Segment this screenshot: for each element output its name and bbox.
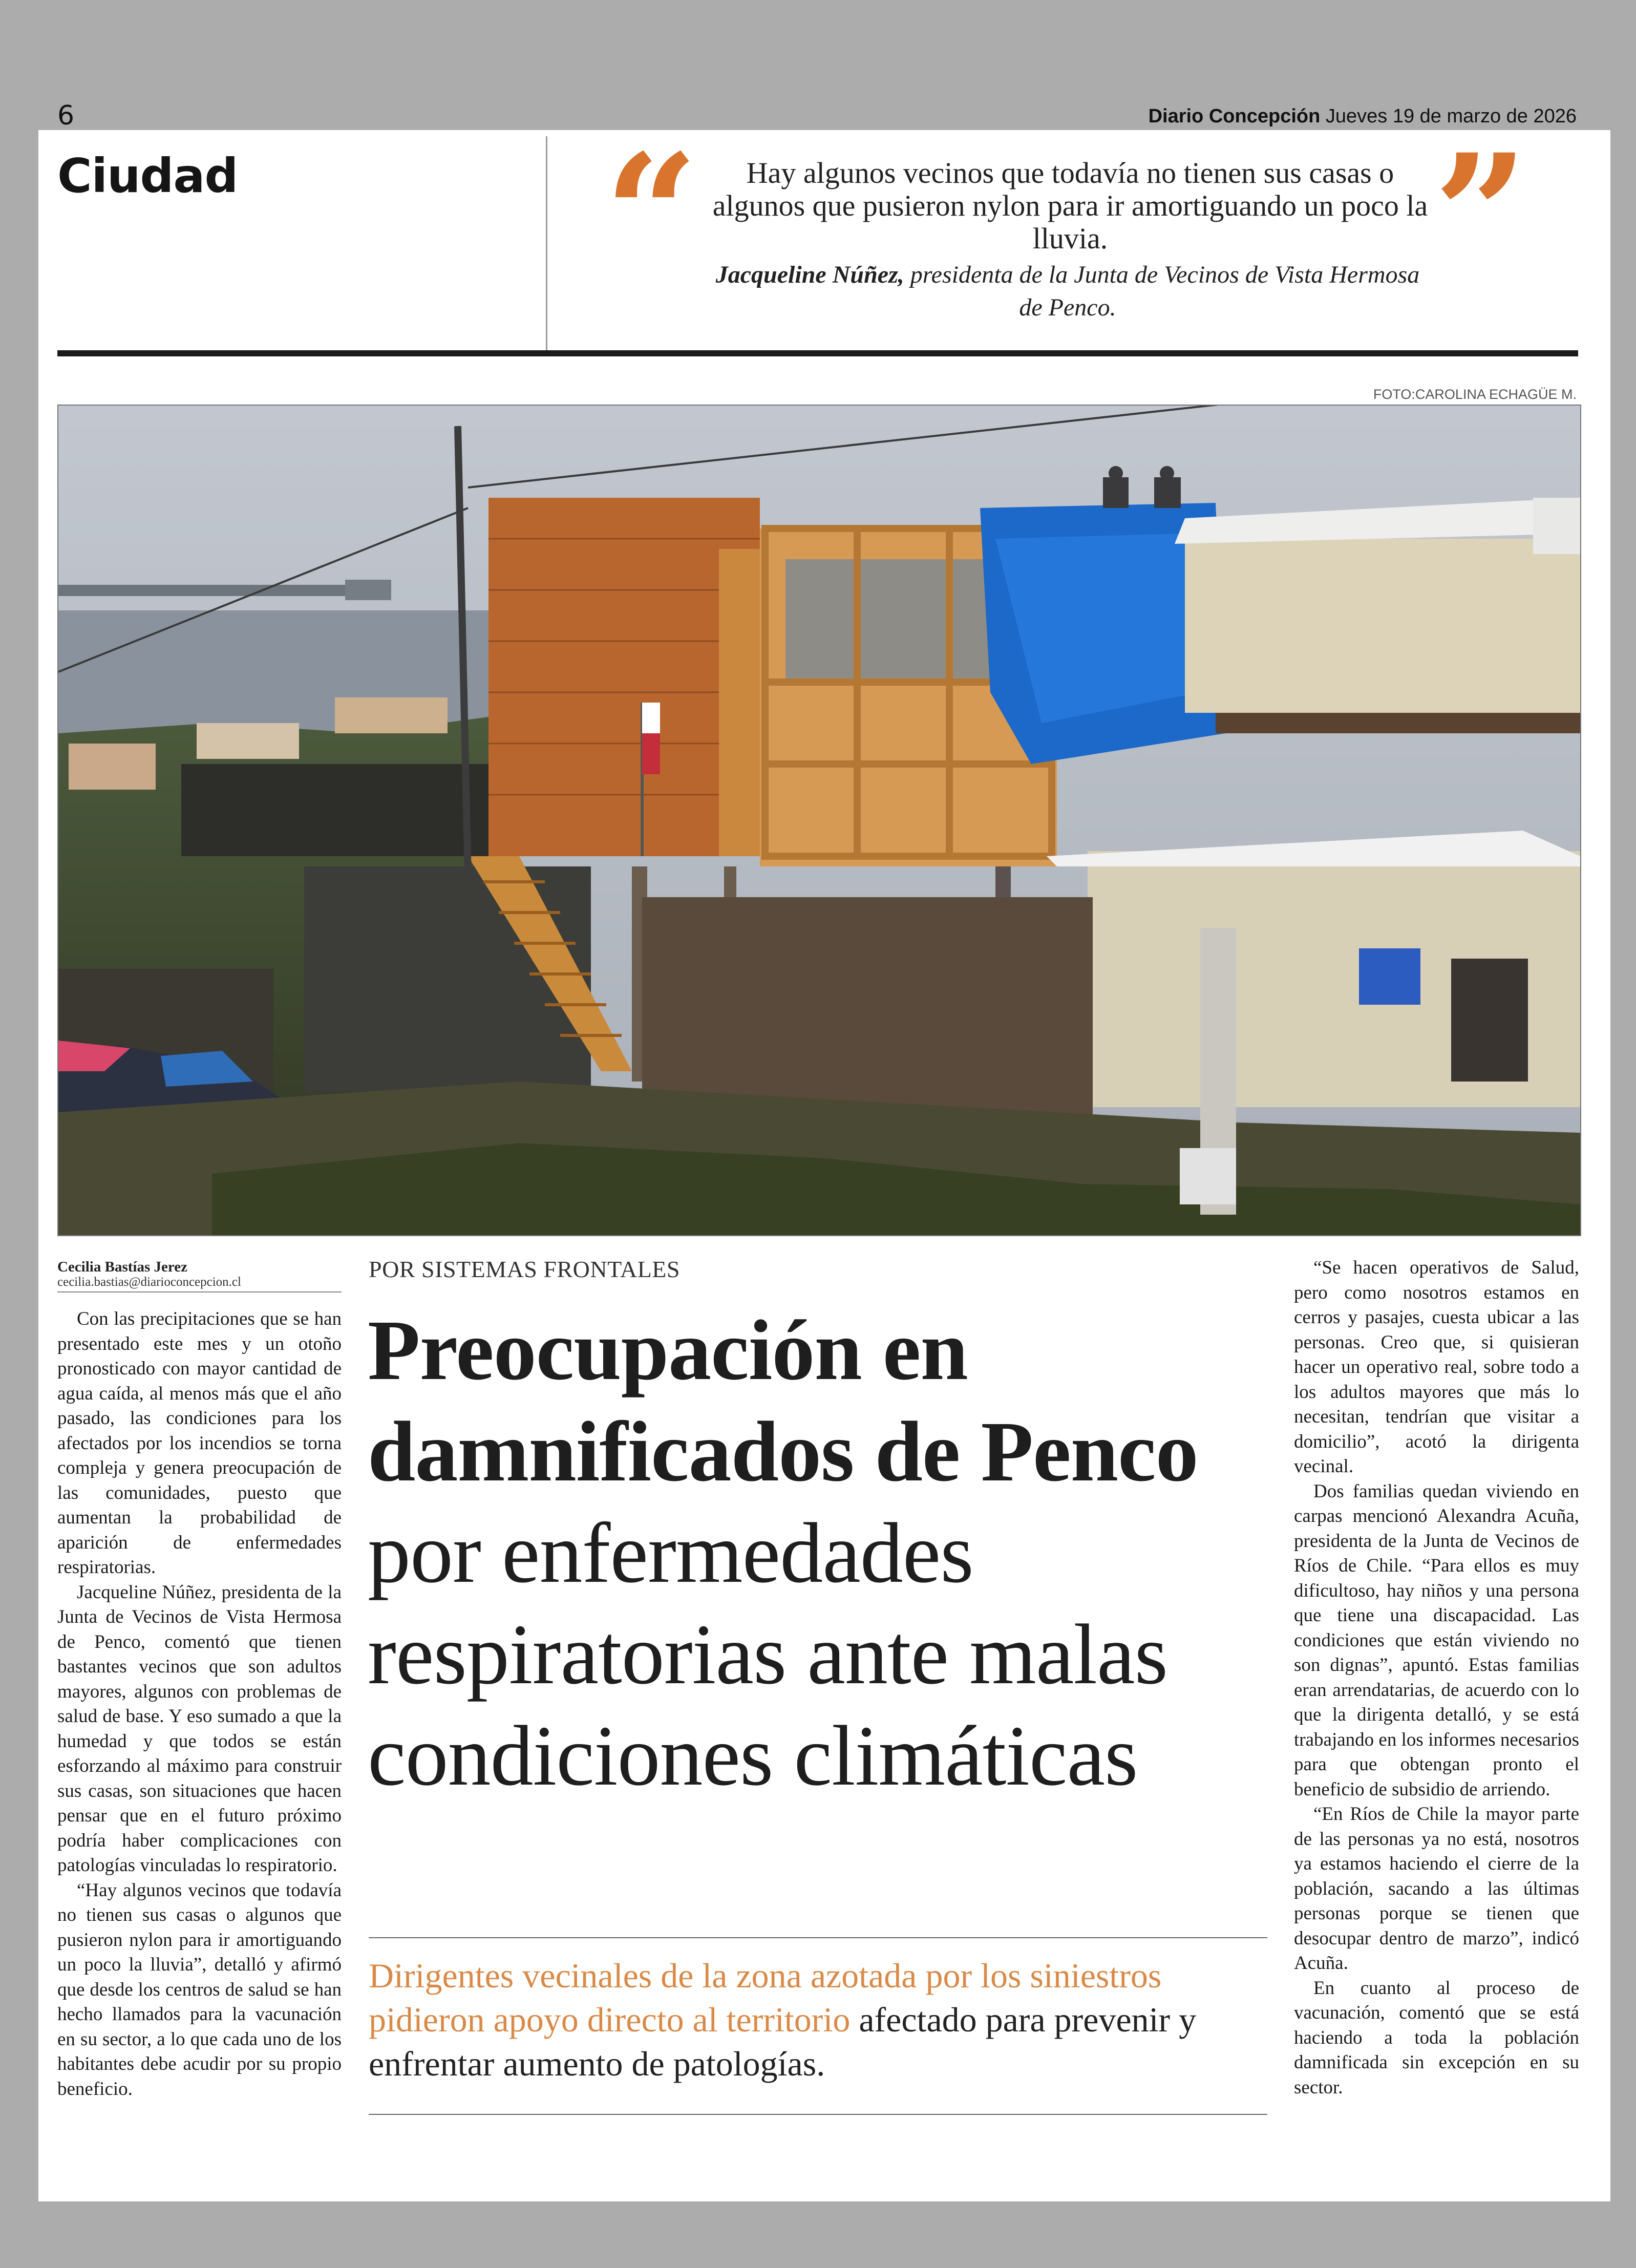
article-headline <box>368 1300 1279 1807</box>
article-kicker: POR SISTEMAS FRONTALES <box>369 1256 680 1282</box>
article-paragraph: Dos familias quedan viviendo en carpas mencionó Alexandra Acuña, presidenta de la Junta de Vecinos de Ríos de Chile. “Para ellos es muy dificultoso, hay niños y una persona que tiene una discapacidad. Las condiciones que están viviendo no son dignas”, apuntó. Estas familias eran arrendatarias, de acuerdo con lo que la dirigenta detalló, y se está trabajando en los informes necesarios para que obtengan pronto el beneficio de subsidio de arriendo. <box>1294 1480 1579 1800</box>
byline <box>57 1259 342 1292</box>
article-left-column <box>57 1307 342 2157</box>
section-title: Ciudad <box>57 149 238 203</box>
pull-quote-speaker: Jacqueline Núñez, <box>715 261 904 288</box>
page-number: 6 <box>57 100 75 131</box>
author-email[interactable]: cecilia.bastias@diarioconcepcion.cl <box>57 1275 241 1289</box>
deck-rule-bottom <box>369 2114 1267 2115</box>
article-photo <box>57 405 1581 1236</box>
deck-rest: afectado para prevenir y enfrentar aumento de patologías. <box>369 2000 1197 2083</box>
headline-regular: por enfermedades respiratorias ante malas condiciones climáticas <box>368 1506 1167 1804</box>
headline-bold: Preocupación en damnificados de Penco <box>368 1303 1198 1499</box>
deck-highlight: Dirigentes vecinales de la zona azotada por los siniestros pidieron apoyo directo al territorio <box>369 1956 1162 2039</box>
close-quote-icon: ” <box>1434 119 1528 311</box>
pull-quote-text: Hay algunos vecinos que todavía no tienen sus casas o algunos que pusieron nylon para ir amortiguando un poco la lluvia. <box>712 156 1428 255</box>
article-paragraph: “Hay algunos vecinos que todavía no tienen sus casas o algunos que pusieron nylon para ir amortiguando un poco la lluvia”, detalló y afirmó que desde los centros de salud se han hecho llamados para la vacunación en su sector, a lo que cada uno de los habitantes debe acudir por su propio beneficio. <box>57 1879 342 2100</box>
paper-name: Diario Concepción <box>1148 105 1321 127</box>
deck-rule-top <box>369 1937 1267 1938</box>
header-divider <box>546 136 547 351</box>
header-rule <box>57 350 1578 356</box>
pull-quote-attribution <box>702 259 1434 324</box>
photo-credit: FOTO:CAROLINA ECHAGÜE M. <box>1373 387 1577 402</box>
article-deck <box>369 1954 1270 2086</box>
article-paragraph: “En Ríos de Chile la mayor parte de las personas ya no está, nosotros ya estamos haciendo el cierre de la población, sacando a las últimas personas porque se tienen que desocupar dentro de marzo”, indicó Acuña. <box>1294 1804 1579 1974</box>
article-right-column <box>1294 1256 1579 2157</box>
article-paragraph: Jacqueline Núñez, presidenta de la Junta de Vecinos de Vista Hermosa de Penco, comentó que tienen bastantes vecinos que son adultos mayores, algunos con problemas de salud de base. Y eso sumado a que la humedad y que todos se están esforzando al máximo para construir sus casas, son situaciones que hacen pensar que en el futuro próximo podría haber complicaciones con patologías vinculadas lo respiratorio. <box>57 1581 342 1876</box>
article-paragraph: En cuanto al proceso de vacunación, comentó que se está haciendo a toda la población damnificada sin excepción en su sector. <box>1294 1977 1579 2098</box>
article-paragraph: “Se hacen operativos de Salud, pero como nosotros estamos en cerros y pasajes, cuesta ubicar a las personas. Creo que, si quisieran hacer un operativo real, sobre todo a los adultos mayores que más lo necesitan, tendrían que visitar a domicilio”, acotó la dirigenta vecinal. <box>1294 1257 1579 1477</box>
issue-date: Jueves 19 de marzo de 2026 <box>1325 105 1577 127</box>
author-name: Cecilia Bastías Jerez <box>57 1259 187 1275</box>
open-quote-icon: “ <box>604 119 699 311</box>
article-paragraph: Con las precipitaciones que se han presentado este mes y un otoño pronosticado con mayor cantidad de agua caída, al menos más que el año pasado, las condiciones para los afectados por los incendios se torna compleja y genera preocupación de las comunidades, puesto que aumentan la probabilidad de aparición de enfermedades respiratorias. <box>57 1308 342 1578</box>
pull-quote-role: presidenta de la Junta de Vecinos de Vista Hermosa de Penco. <box>910 261 1420 321</box>
